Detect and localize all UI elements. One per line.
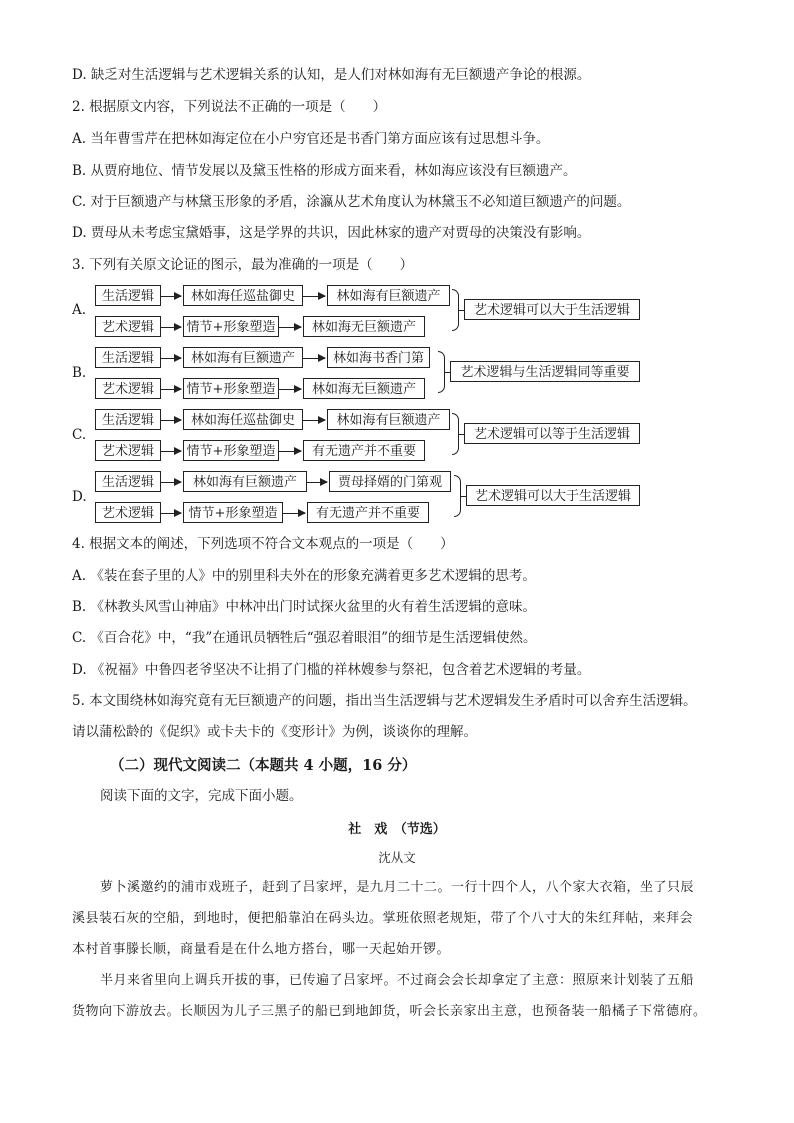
diagram-box: 有无遗产并不重要 <box>307 502 429 523</box>
diagram-box: 艺术逻辑 <box>95 316 161 337</box>
diagram-box: 林如海书香门第 <box>327 347 430 368</box>
option-4d: D. 《祝福》中鲁四老爷坚决不让捐了门槛的祥林嫂参与祭祀，包含着艺术逻辑的考量。 <box>72 662 591 678</box>
story-paragraph-2-line-2: 货物向下游放去。长顺因为儿子三黑子的船已到地卸货，听会长亲家出主意，也预备装一船橘子下常德府。 <box>72 1004 707 1019</box>
diagram-box: 林如海任巡盐御史 <box>183 285 303 306</box>
option-4a: A. 《装在套子里的人》中的别里科夫外在的形象充满着更多艺术逻辑的思考。 <box>72 568 536 584</box>
brace <box>452 289 459 331</box>
diagram-box: 情节+形象塑造 <box>183 440 279 461</box>
arrow <box>161 358 181 359</box>
diagram-box: 林如海有巨额遗产 <box>327 285 450 306</box>
section-heading: （二）现代文阅读二（本题共 4 小题，16 分） <box>110 757 417 774</box>
diagram-box: 艺术逻辑 <box>95 378 161 399</box>
arrow <box>303 358 325 359</box>
option-2c: C. 对于巨额遗产与林黛玉形象的矛盾，涂瀛从艺术角度认为林黛玉不必知道巨额遗产的问题。 <box>72 194 631 210</box>
conclusion-box: 艺术逻辑可以等于生活逻辑 <box>464 423 640 444</box>
question-3: 3. 下列有关原文论证的图示，最为准确的一项是（ ） <box>72 257 414 273</box>
story-paragraph-1-line-3: 本村首事滕长顺，商量看是在什么地方搭台，哪一天起始开锣。 <box>72 942 451 957</box>
diagram-box: 贾母择婿的门第观 <box>329 471 451 492</box>
option-label: B. <box>72 365 87 381</box>
question-2: 2. 根据原文内容，下列说法不正确的一项是（ ） <box>72 99 387 115</box>
arrow <box>303 296 325 297</box>
question-4: 4. 根据文本的阐述，下列选项不符合文本观点的一项是（ ） <box>72 536 454 552</box>
brace <box>454 475 461 517</box>
option-2a: A. 当年曹雪芹在把林如海定位在小户穷官还是书香门第方面应该有过思想斗争。 <box>72 131 550 147</box>
diagram-box: 情节+形象塑造 <box>183 502 283 523</box>
diagram-box: 生活逻辑 <box>95 347 161 368</box>
story-paragraph-2-line-1: 半月来省里向上调兵开拔的事，已传遍了吕家坪。不过商会会长却拿定了主意：照原来计划装了五船 <box>100 973 695 988</box>
arrow <box>161 482 181 483</box>
arrow <box>161 420 181 421</box>
option-label: C. <box>72 427 87 443</box>
diagram-box: 艺术逻辑 <box>95 502 161 523</box>
brace <box>438 351 445 393</box>
option-4c: C. 《百合花》中，“我”在通讯员牺牲后“强忍着眼泪”的细节是生活逻辑使然。 <box>72 630 537 646</box>
story-paragraph-1-line-1: 萝卜溪邀约的浦市戏班子，赶到了吕家坪，是九月二十二。一行十四个人，八个家大衣箱，坐了只辰 <box>100 880 695 895</box>
arrow <box>161 513 181 514</box>
diagram-box: 林如海无巨额遗产 <box>303 316 425 337</box>
option-4b: B. 《林教头风雪山神庙》中林冲出门时试探火盆里的火有着生活逻辑的意味。 <box>72 599 537 615</box>
diagram-box: 林如海有巨额遗产 <box>183 471 307 492</box>
conclusion-box: 艺术逻辑可以大于生活逻辑 <box>464 299 640 320</box>
arrow <box>303 420 325 421</box>
option-2d: D. 贾母从未考虑宝黛婚事，这是学界的共识，因此林家的遗产对贾母的决策没有影响。 <box>72 225 591 241</box>
brace <box>452 413 459 455</box>
question-5-cont: 请以蒲松龄的《促织》或卡夫卡的《变形计》为例，谈谈你的理解。 <box>72 724 477 740</box>
diagram-box: 情节+形象塑造 <box>183 378 279 399</box>
arrow <box>307 482 327 483</box>
diagram-box: 有无遗产并不重要 <box>303 440 425 461</box>
diagram-box: 林如海有巨额遗产 <box>183 347 303 368</box>
conclusion-box: 艺术逻辑可以大于生活逻辑 <box>466 485 640 506</box>
option-2b: B. 从贾府地位、情节发展以及黛玉性格的形成方面来看，林如海应该没有巨额遗产。 <box>72 163 577 179</box>
story-title: 社 戏 （节选） <box>348 822 446 837</box>
arrow <box>161 451 181 452</box>
story-paragraph-1-line-2: 溪县装石灰的空船，到地时，便把船靠泊在码头边。掌班依照老规矩，带了个八寸大的朱红拜帖，来拜会 <box>72 911 694 926</box>
arrow <box>279 451 301 452</box>
option-label: A. <box>72 302 87 318</box>
diagram-box: 林如海任巡盐御史 <box>183 409 303 430</box>
option-label: D. <box>72 489 87 505</box>
diagram-box: 生活逻辑 <box>95 285 161 306</box>
diagram-box: 情节+形象塑造 <box>183 316 279 337</box>
arrow <box>161 296 181 297</box>
arrow <box>161 327 181 328</box>
arrow <box>161 389 181 390</box>
diagram-box: 生活逻辑 <box>95 409 161 430</box>
arrow <box>283 513 305 514</box>
conclusion-box: 艺术逻辑与生活逻辑同等重要 <box>450 361 640 382</box>
story-author: 沈从文 <box>378 850 416 865</box>
question-5: 5. 本文围绕林如海究竟有无巨额遗产的问题，指出当生活逻辑与艺术逻辑发生矛盾时可以舍弃生活逻辑。 <box>72 693 697 709</box>
diagram-box: 林如海无巨额遗产 <box>303 378 425 399</box>
diagram-box: 艺术逻辑 <box>95 440 161 461</box>
arrow <box>279 327 301 328</box>
instruction: 阅读下面的文字，完成下面小题。 <box>100 788 303 804</box>
diagram-box: 林如海有巨额遗产 <box>327 409 450 430</box>
diagram-box: 生活逻辑 <box>95 471 161 492</box>
arrow <box>279 389 301 390</box>
option-2d-prev: D. 缺乏对生活逻辑与艺术逻辑关系的认知，是人们对林如海有无巨额遗产争论的根源。 <box>72 67 591 83</box>
